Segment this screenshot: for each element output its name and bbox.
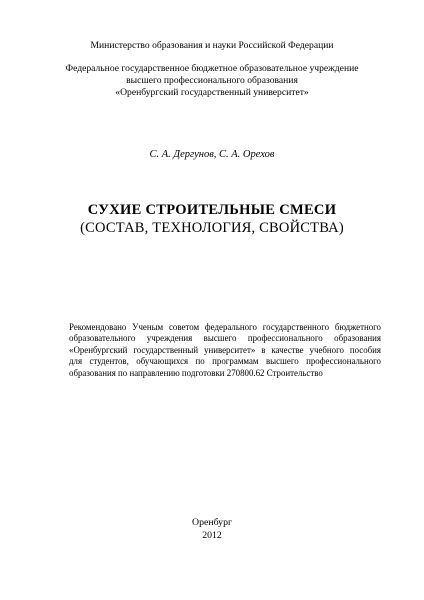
imprint (0, 517, 424, 542)
recommendation-line: образования по направлению подготовки 270800.62 Строительство (69, 367, 323, 378)
institution-line: Федеральное государственное бюджетное образовательное учреждение (65, 63, 359, 74)
book-title (0, 202, 424, 237)
ministry-name: Министерство образования и науки Российской Федерации (90, 40, 334, 51)
recommendation-line: для студентов, обучающихся по программам высшего профессионального (69, 356, 381, 367)
institution-line: «Оренбургский государственный университет» (115, 87, 309, 98)
year: 2012 (202, 529, 222, 541)
authors: С. А. Дергунов, С. А. Орехов (149, 149, 275, 160)
institution-line: высшего профессионального образования (126, 75, 298, 86)
institution-name (40, 63, 384, 99)
recommendation-text (69, 322, 381, 379)
title-main: СУХИЕ СТРОИТЕЛЬНЫЕ СМЕСИ (87, 202, 337, 218)
recommendation-line: Рекомендовано Ученым советом федерального государственного бюджетного (69, 322, 381, 332)
recommendation-line: образовательного учреждения высшего профессионального образования (69, 333, 381, 344)
title-subtitle: (СОСТАВ, ТЕХНОЛОГИЯ, СВОЙСТВА) (80, 220, 344, 236)
city: Оренбург (192, 517, 232, 528)
recommendation-line: «Оренбургский государственный университет» в качестве учебного пособия (69, 344, 381, 355)
